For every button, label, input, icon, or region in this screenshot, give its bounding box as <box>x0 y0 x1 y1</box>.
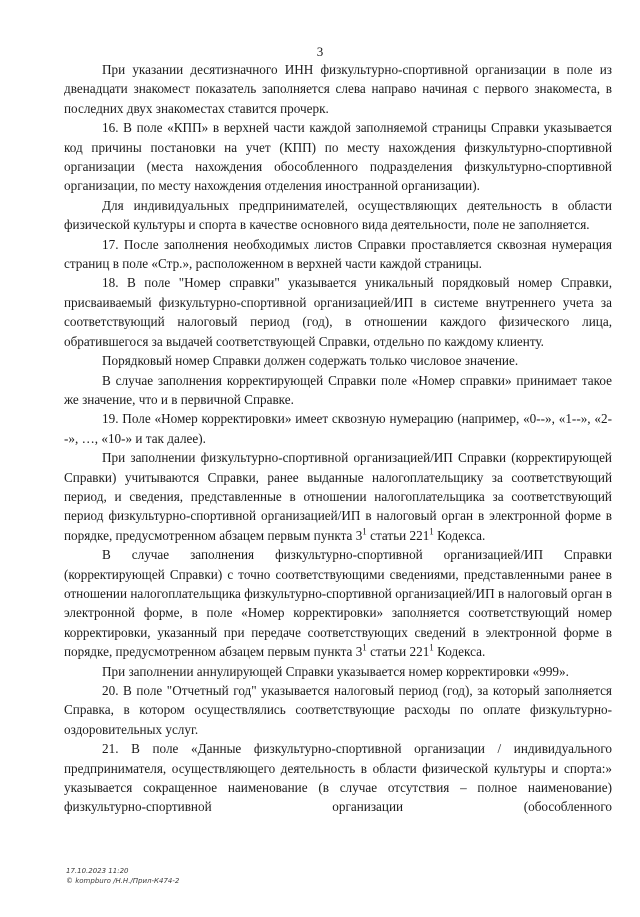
paragraph-matching-data <box>64 545 612 661</box>
paragraph-text: статьи 221 <box>366 527 430 543</box>
paragraph-inn-note: При указании десятизначного ИНН физкультурно-спортивной организации в поле из двенадцати знакомест показатель заполняется слева направо начиная с первого знакоместа, в последних двух знакоместах ставится прочерк. <box>64 62 612 116</box>
paragraph-21-organization-data: 21. В поле «Данные физкультурно-спортивной организации / индивидуального предпринимателя, осуществляющего деятельность в области физической культуры и спорта:» указывается сокращенное наименование (в случае отсутствия – полное наименование) физкультурно-спортивной организации (обособленного <box>64 741 612 815</box>
superscript: 1 <box>362 642 367 653</box>
paragraph-corrective-filling <box>64 448 612 545</box>
paragraph-text: Кодекса. <box>433 644 486 660</box>
paragraph-entrepreneurs: Для индивидуальных предпринимателей, осуществляющих деятельность в области физической культуры и спорта в качестве основного вида деятельности, поле не заполняется. <box>64 197 612 233</box>
paragraph-text: При заполнении физкультурно-спортивной организацией/ИП Справки (корректирующей Справки) учитываются Справки, ранее выданные налогоплательщику за соответствующий период, и сведения, представленные в отношении налогоплательщика за соответствующий период физкультурно-спортивной организацией/ИП в налоговый орган в электронной форме в порядке, предусмотренном абзацем первым пункта 3 <box>64 450 612 543</box>
footer-source: © kompburo /Н.Н./Прил-К474-2 <box>66 877 180 885</box>
superscript: 1 <box>362 526 367 537</box>
paragraph-text: В случае заполнения физкультурно-спортивной организацией/ИП Справки (корректирующей Справки) с точно соответствующими сведениями, представленными ранее в отношении налогоплательщика физкультурно-спортивной организацией/ИП в налоговый орган в электронной форме, в поле «Номер корректировки» заполняется соответствующий номер корректировки, указанный при передаче соответствующих сведений в электронной форме в порядке, предусмотренном абзацем первым пункта 3 <box>64 547 612 660</box>
paragraph-numeric-value: Порядковый номер Справки должен содержать только числовое значение. <box>102 353 519 369</box>
superscript: 1 <box>429 642 434 653</box>
paragraph-corrective-number: В случае заполнения корректирующей Справки поле «Номер справки» принимает такое же значение, что и в первичной Справке. <box>64 372 612 407</box>
footer-timestamp: 17.10.2023 11:20 <box>66 867 129 875</box>
paragraph-17-page-numbering: 17. После заполнения необходимых листов Справки проставляется сквозная нумерация страниц в поле «Стр.», расположенном в верхней части каждой страницы. <box>64 236 612 272</box>
footer <box>66 866 179 886</box>
paragraph-18-certificate-number: 18. В поле "Номер справки" указывается уникальный порядковый номер Справки, присваиваемый физкультурно-спортивной организацией/ИП в системе внутреннего учета за соответствующий налоговый период (год), в отношении каждого физического лица, обратившегося за выдачей соответствующей Справки, отдельно по каждому клиенту. <box>64 275 612 349</box>
document-body <box>64 60 612 817</box>
paragraph-annulling: При заполнении аннулирующей Справки указывается номер корректировки «999». <box>102 663 569 679</box>
paragraph-16-kpp: 16. В поле «КПП» в верхней части каждой заполняемой страницы Справки указывается код причины постановки на учет (КПП) по месту нахождения физкультурно-спортивной организации (места нахождения обособленного подразделения физкультурно-спортивной организации, по месту нахождения отделения иностранной организации). <box>64 120 612 194</box>
paragraph-text: Кодекса. <box>433 527 486 543</box>
page-number: 3 <box>316 44 324 59</box>
paragraph-19-correction-number: 19. Поле «Номер корректировки» имеет сквозную нумерацию (например, «0--», «1--», «2--», …, «10-» и так далее). <box>64 411 612 446</box>
paragraph-20-reporting-year: 20. В поле "Отчетный год" указывается налоговый период (год), за который заполняется Справка, в котором осуществлялись соответствующие расходы по оплате физкультурно-оздоровительных услуг. <box>64 683 612 737</box>
paragraph-text: статьи 221 <box>366 644 430 660</box>
superscript: 1 <box>429 526 434 537</box>
